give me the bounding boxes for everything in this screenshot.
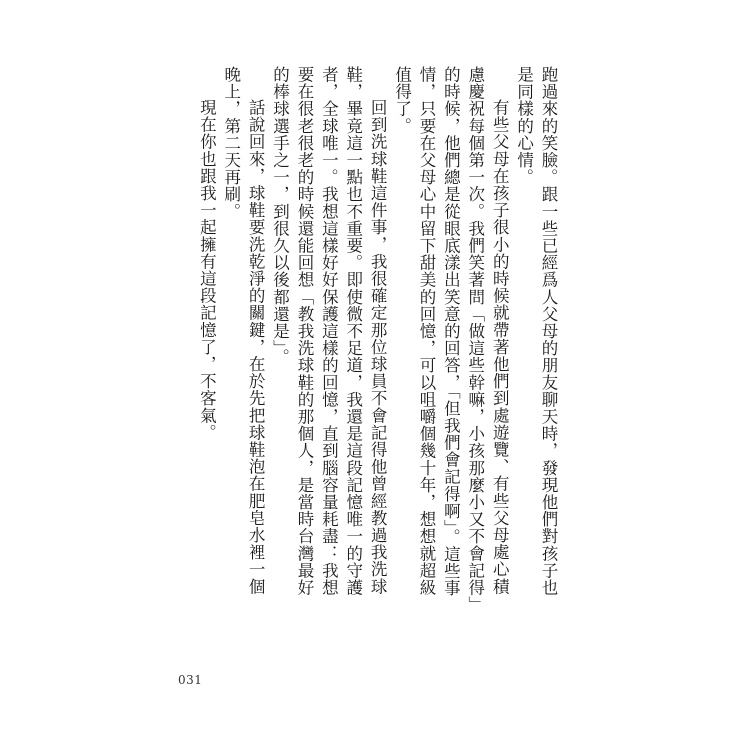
vertical-text-body bbox=[197, 66, 560, 606]
paragraph-2: 有些父母在孩子很小的時候就帶著他們到處遊覽、有些父母處心積慮慶祝每個第一次。我們笑著問「做這些幹嘛，小孩那麼小又不會記得」的時候，他們總是從眼底漾出笑意的回答，「但我們會記得啊」。這些事情，只要在父母心中留下甜美的回憶，可以咀嚼個幾十年，想想就超級值得了。 bbox=[392, 66, 510, 605]
page-number: 031 bbox=[178, 673, 203, 687]
paragraph-4: 話說回來，球鞋要洗乾淨的關鍵，在於先把球鞋泡在肥皂水裡一個晚上，第二天再刷。 bbox=[221, 66, 266, 595]
paragraph-1: 跑過來的笑臉。跟一些已經爲人父母的朋友聊天時，發現他們對孩子也是同樣的心情。 bbox=[514, 66, 558, 597]
paragraph-5: 現在你也跟我一起擁有這段記憶了，不客氣。 bbox=[197, 99, 217, 441]
paragraph-3: 回到洗球鞋這件事，我很確定那位球員不會記得他曾經教過我洗球鞋，畢竟這一點也不重要。即使微不足道，我還是這段記憶唯一的守護者，全球唯一。我想這樣好好保護這樣的回憶，直到腦容量耗盡：我想要在很老很老的時候還能回想「教我洗球鞋的那個人，是當時台灣最好的棒球選手之一，到很久以後都還是」。 bbox=[270, 66, 388, 597]
